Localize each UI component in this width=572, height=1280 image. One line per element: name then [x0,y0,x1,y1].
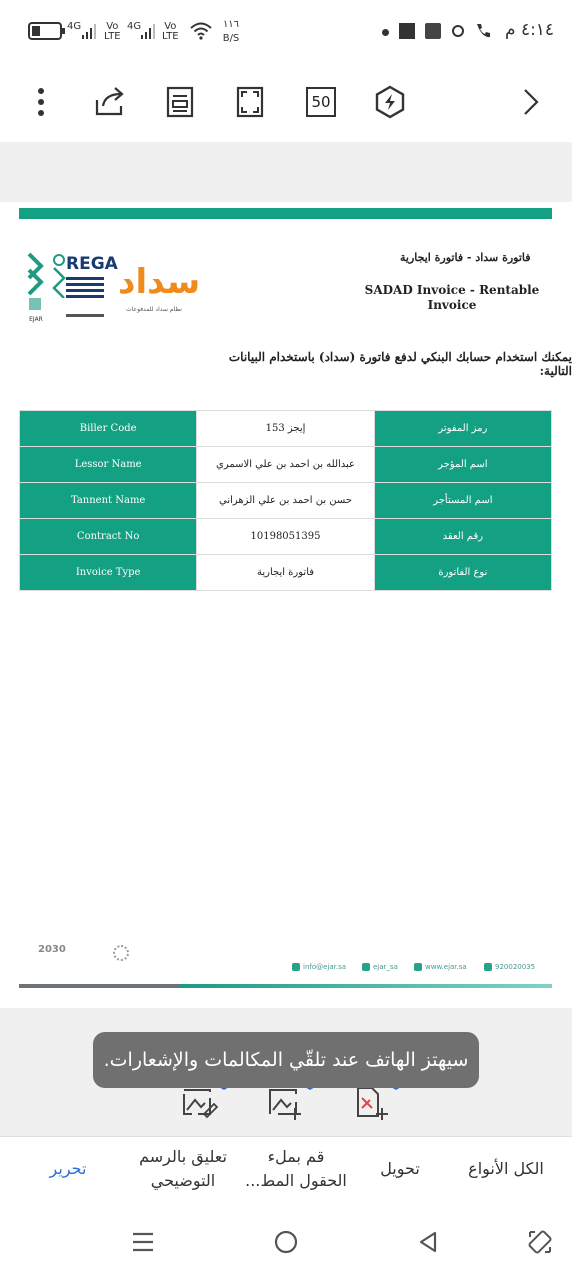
annotate-label-2: التوضيحي [150,1171,216,1190]
row-label-en: Biller Code [20,411,197,447]
lte-label-1: LTE [104,31,121,42]
doc-title-en: SADAD Invoice - Rentable Invoice [364,283,540,312]
row-label-ar: نوع الفاتورة [374,555,551,591]
signal-icon-2 [141,24,157,40]
row-value: فاتورة ايجارية [197,555,374,591]
speed-unit: B/S [222,33,240,44]
row-value: عبدالله بن احمد بن علي الاسمري [197,447,374,483]
edit-button[interactable]: تحرير [49,1159,87,1178]
header-bar [19,208,552,219]
row-value: 10198051395 [197,519,374,555]
annotate-button[interactable] [128,1145,238,1193]
all-types-button[interactable]: الكل الأنواع [468,1159,544,1178]
row-label-en: Tannent Name [20,483,197,519]
email-icon [292,963,300,971]
gear-logo-icon [113,945,129,961]
ai-tools-icon[interactable] [370,82,410,122]
invoice-table [19,410,552,591]
rega-logo-text: REGA [66,254,118,274]
volte-label-2: Vo [164,21,177,32]
doc-title-ar: فاتورة سداد - فاتورة ايجارية [400,251,531,264]
rega-logo [52,254,118,326]
row-label-en: Lessor Name [20,447,197,483]
notification-store-icon [425,23,441,39]
chevron-right-icon[interactable] [511,82,551,122]
payment-instruction: يمكنك استخدام حسابك البنكي لدفع فاتورة (سداد) باستخدام البيانات التالية: [228,350,572,378]
fullscreen-icon[interactable] [230,82,270,122]
rotate-icon[interactable] [520,1222,560,1262]
web-icon [414,963,422,971]
table-row [20,519,552,555]
speed-value: ١١٦ [222,19,240,30]
sadad-logo-sub: نظام سداد للمدفوعات [126,306,182,313]
sadad-logo-text: سداد [118,262,201,302]
reader-mode-icon[interactable] [160,82,200,122]
ejar-logo [26,252,46,327]
table-row [20,411,552,447]
vision-2030-logo: 2030 [38,944,66,955]
row-label-en: Contract No [20,519,197,555]
row-label-ar: رقم العقد [374,519,551,555]
footer-phone: 920020035 [495,963,536,971]
row-value: حسن بن احمد بن علي الزهراني [197,483,374,519]
wifi-icon [190,22,212,40]
table-row [20,483,552,519]
lte-label-2: LTE [162,31,179,42]
status-bar [0,0,572,62]
footer-email: info@ejar.sa [303,963,347,971]
more-vert-icon[interactable] [21,82,61,122]
system-nav-bar [0,1206,572,1280]
chrome-icon [452,25,464,37]
notification-app-icon [399,23,415,39]
fill-label-1: قم بملء [267,1147,325,1166]
fill-label-2: الحقول المط... [245,1171,347,1190]
row-value: 153 إيجز [197,411,374,447]
edit-image-icon[interactable] [178,1082,218,1122]
page-gap [0,142,572,202]
row-label-ar: اسم المؤجر [374,447,551,483]
convert-button[interactable]: تحويل [380,1159,420,1178]
back-icon[interactable] [408,1222,448,1262]
annotate-label-1: تعليق بالرسم [139,1147,227,1166]
network-type-1: 4G [67,21,82,32]
dot-icon [382,29,389,36]
volte-label-1: Vo [106,21,119,32]
footer-handle: ejar_sa [373,963,398,971]
signal-icon-1 [82,24,98,40]
clock: ٤:١٤ م [505,20,555,40]
twitter-icon [362,963,370,971]
page-count: 50 [306,87,336,117]
add-pdf-icon[interactable] [350,1082,390,1122]
bottom-action-bar [0,1136,572,1207]
battery-icon [28,22,62,40]
phone-icon [484,963,492,971]
page-count-button[interactable] [301,82,341,122]
row-label-en: Invoice Type [20,555,197,591]
ejar-logo-text: EJAR [29,316,43,323]
recents-icon[interactable] [123,1222,163,1262]
pdf-toolbar [0,62,572,143]
network-type-2: 4G [127,21,142,32]
row-label-ar: رمز المفوتر [374,411,551,447]
fill-fields-button[interactable] [242,1145,350,1193]
call-icon [474,22,492,40]
footer-bar [19,984,552,988]
toast-message: سيهتز الهاتف عند تلقّي المكالمات والإشعارات. [93,1032,479,1088]
sadad-logo [118,262,201,320]
home-icon[interactable] [266,1222,306,1262]
table-row [20,555,552,591]
table-row [20,447,552,483]
footer-website: www.ejar.sa [425,963,467,971]
add-image-icon[interactable] [264,1082,304,1122]
row-label-ar: اسم المستأجر [374,483,551,519]
share-icon[interactable] [90,82,130,122]
